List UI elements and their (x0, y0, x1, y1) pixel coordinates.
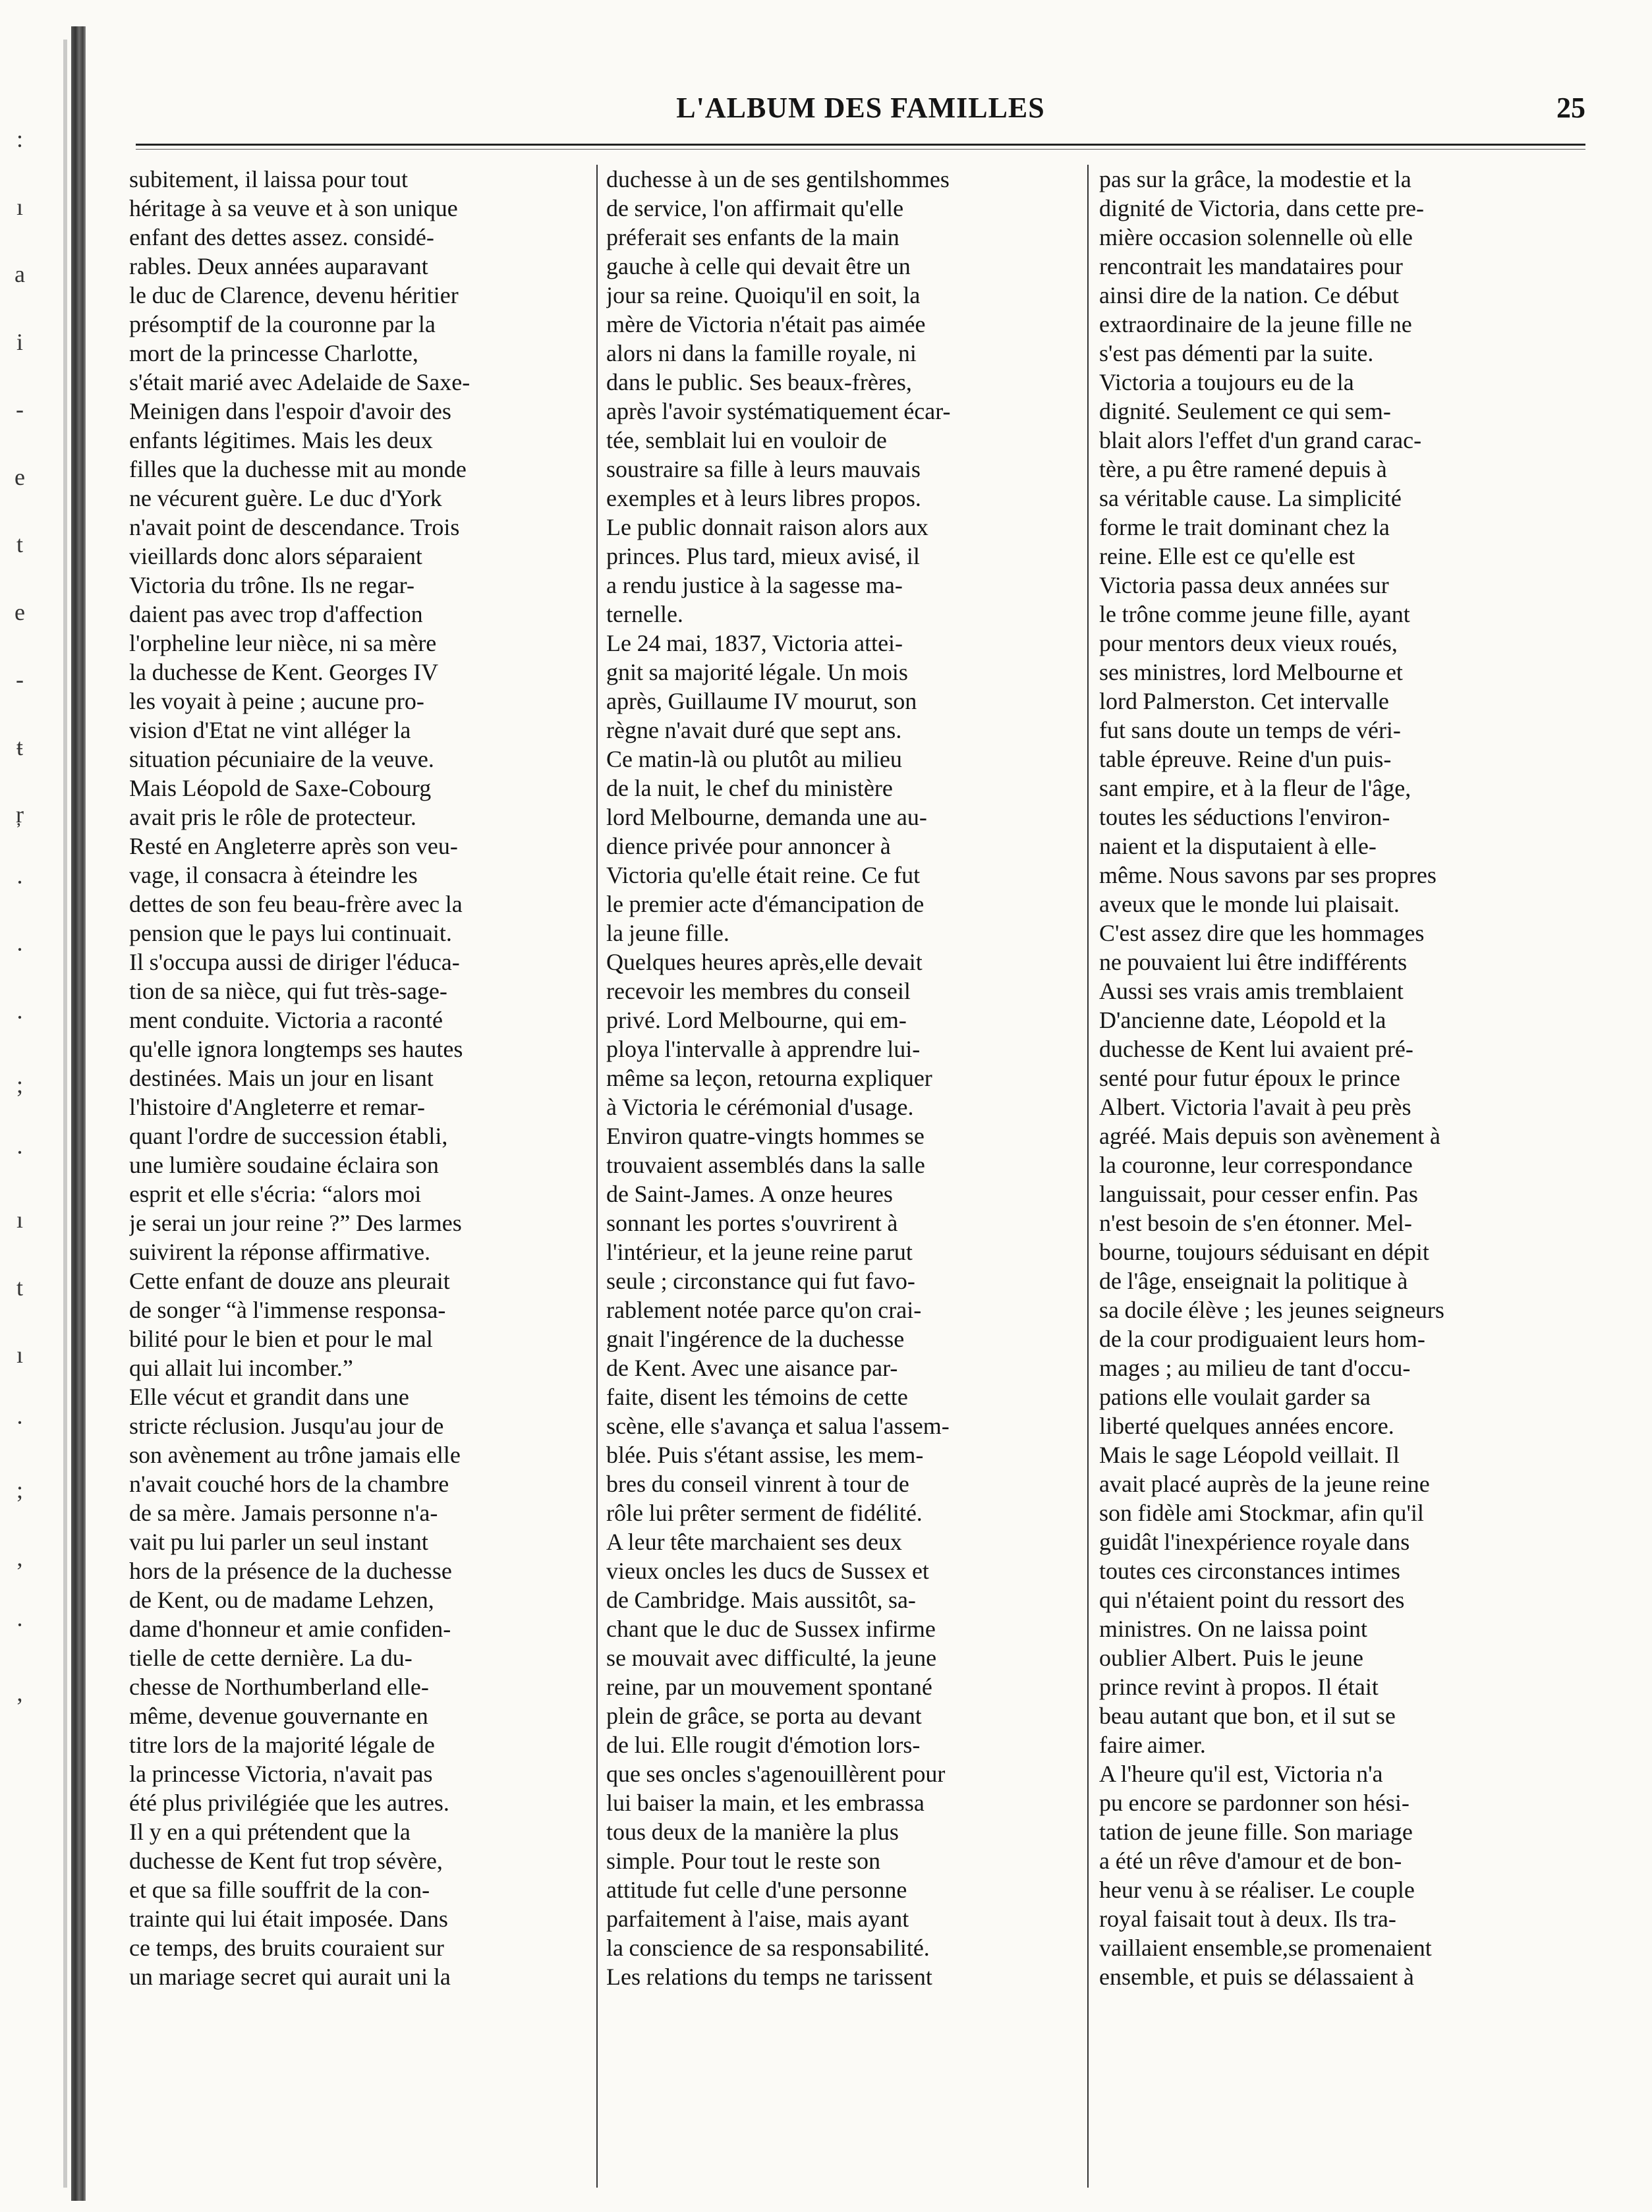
text-line: le duc de Clarence, devenu héritier (129, 282, 459, 308)
text-line: dame d'honneur et amie confiden- (129, 1616, 451, 1642)
text-line: Resté en Angleterre après son veu- (129, 833, 458, 859)
text-line: chant que le duc de Sussex infirme (606, 1616, 936, 1642)
text-line: scène, elle s'avança et salua l'assem- (606, 1413, 950, 1439)
gutter-mark: · (16, 1409, 24, 1436)
text-line: n'est besoin de s'en étonner. Mel- (1099, 1210, 1412, 1236)
text-line: Victoria passa deux années sur (1099, 572, 1389, 598)
text-line: vait pu lui parler un seul instant (129, 1529, 428, 1555)
text-line: règne n'avait duré que sept ans. (606, 717, 902, 743)
text-line: gnait l'ingérence de la duchesse (606, 1326, 905, 1352)
text-line: pension que le pays lui continuait. (129, 920, 452, 946)
text-line: son fidèle ami Stockmar, afin qu'il (1099, 1500, 1424, 1526)
text-line: l'intérieur, et la jeune reine parut (606, 1239, 913, 1265)
text-line: beau autant que bon, et il sut se (1099, 1703, 1396, 1729)
gutter-mark: ; (16, 1071, 23, 1098)
gutter-mark: , (16, 1544, 23, 1571)
text-line: stricte réclusion. Jusqu'au jour de (129, 1413, 444, 1439)
text-line: aveux que le monde lui plaisait. (1099, 891, 1400, 917)
gutter-mark: · (16, 1612, 24, 1639)
text-line: suivirent la réponse affirmative. (129, 1239, 431, 1265)
gutter-mark: e (14, 463, 25, 490)
text-line: une lumière soudaine éclaira son (129, 1152, 439, 1178)
text-line: situation pécuniaire de la veuve. (129, 746, 434, 772)
text-line: de lui. Elle rougit d'émotion lors- (606, 1732, 921, 1758)
text-line: vaillaient ensemble,se promenaient (1099, 1935, 1432, 1961)
text-line: faire aimer. (1099, 1732, 1206, 1758)
text-line: Ce matin-là ou plutôt au milieu (606, 746, 902, 772)
text-line: de sa mère. Jamais personne n'a- (129, 1500, 438, 1526)
gutter-mark: ŧ (16, 733, 23, 760)
text-line: Victoria a toujours eu de la (1099, 369, 1354, 395)
text-line: senté pour futur époux le prince (1099, 1065, 1400, 1091)
text-column-2 (606, 165, 1064, 2194)
text-line: préferait ses enfants de la main (606, 224, 899, 250)
text-line: Aussi ses vrais amis tremblaient (1099, 978, 1404, 1004)
text-line: blée. Puis s'étant assise, les mem- (606, 1442, 924, 1468)
text-line: A leur tête marchaient ses deux (606, 1529, 902, 1555)
running-title: L'ALBUM DES FAMILLES (676, 92, 1045, 124)
text-line: toutes ces circonstances intimes (1099, 1558, 1400, 1584)
gutter-mark: ; (16, 1477, 23, 1504)
text-line: vision d'Etat ne vint alléger la (129, 717, 411, 743)
text-line: de Cambridge. Mais aussitôt, sa- (606, 1587, 916, 1613)
text-line: languissait, pour cesser enfin. Pas (1099, 1181, 1418, 1207)
text-line: rablement notée parce qu'on crai- (606, 1297, 922, 1323)
text-line: lord Palmerston. Cet intervalle (1099, 688, 1389, 714)
text-line: daient pas avec trop d'affection (129, 601, 423, 627)
gutter-mark: t (16, 531, 23, 558)
text-line: simple. Pour tout le reste son (606, 1848, 880, 1874)
page-number: 25 (1556, 92, 1585, 124)
text-line: se mouvait avec difficulté, la jeune (606, 1645, 937, 1671)
text-line: de la nuit, le chef du ministère (606, 775, 893, 801)
text-line: naient et la disputaient à elle- (1099, 833, 1377, 859)
text-line: liberté quelques années encore. (1099, 1413, 1394, 1439)
text-line: recevoir les membres du conseil (606, 978, 911, 1004)
text-line: dience privée pour annoncer à (606, 833, 891, 859)
text-line: mages ; au milieu de tant d'occu- (1099, 1355, 1411, 1381)
text-line: vieillards donc alors séparaient (129, 543, 422, 569)
text-line: à Victoria le cérémonial d'usage. (606, 1094, 914, 1120)
binding-edge (71, 26, 86, 2201)
text-line: gauche à celle qui devait être un (606, 253, 911, 279)
text-line: de Kent, ou de madame Lehzen, (129, 1587, 434, 1613)
text-line: ment conduite. Victoria a raconté (129, 1007, 443, 1033)
text-line: présomptif de la couronne par la (129, 311, 436, 337)
text-line: qui allait lui incomber.” (129, 1355, 353, 1381)
text-line: même. Nous savons par ses propres (1099, 862, 1437, 888)
text-line: ses ministres, lord Melbourne et (1099, 659, 1403, 685)
text-line: pu encore se pardonner son hési- (1099, 1790, 1410, 1816)
gutter-mark: ı (16, 1206, 23, 1234)
gutter-mark: t (16, 1274, 23, 1301)
text-line: même sa leçon, retourna expliquer (606, 1065, 932, 1091)
text-line: tion de sa nièce, qui fut très-sage- (129, 978, 447, 1004)
text-line: lord Melbourne, demanda une au- (606, 804, 927, 830)
text-line: les voyait à peine ; aucune pro- (129, 688, 424, 714)
text-line: extraordinaire de la jeune fille ne (1099, 311, 1412, 337)
text-line: Le public donnait raison alors aux (606, 514, 928, 540)
text-line: Mais Léopold de Saxe-Cobourg (129, 775, 432, 801)
gutter-mark: , (16, 1679, 23, 1706)
text-line: héritage à sa veuve et à son unique (129, 195, 458, 221)
page-header (136, 91, 1585, 137)
text-line: mort de la princesse Charlotte, (129, 340, 418, 366)
text-line: la duchesse de Kent. Georges IV (129, 659, 439, 685)
gutter-bleed-marks (0, 125, 40, 1707)
text-line: tée, semblait lui en vouloir de (606, 427, 887, 453)
text-line: dignité. Seulement ce qui sem- (1099, 398, 1391, 424)
text-line: pations elle voulait garder sa (1099, 1384, 1371, 1410)
text-line: Cette enfant de douze ans pleurait (129, 1268, 450, 1294)
text-line: un mariage secret qui aurait uni la (129, 1964, 451, 1990)
text-line: de la cour prodiguaient leurs hom- (1099, 1326, 1425, 1352)
gutter-mark: a (14, 261, 25, 288)
text-line: reine, par un mouvement spontané (606, 1674, 932, 1700)
gutter-mark: : (16, 126, 23, 152)
text-line: chesse de Northumberland elle- (129, 1674, 429, 1700)
page-binding-gutter (0, 0, 99, 2212)
text-line: faite, disent les témoins de cette (606, 1384, 908, 1410)
text-line: pour mentors deux vieux roués, (1099, 630, 1398, 656)
text-line: soustraire sa fille à leurs mauvais (606, 456, 921, 482)
text-line: vieux oncles les ducs de Sussex et (606, 1558, 929, 1584)
text-line: s'est pas démenti par la suite. (1099, 340, 1374, 366)
text-line: dignité de Victoria, dans cette pre- (1099, 195, 1424, 221)
gutter-mark: ŗ (16, 801, 24, 828)
gutter-mark: i (16, 328, 23, 355)
text-line: heur venu à se réaliser. Le couple (1099, 1877, 1415, 1903)
text-line: alors ni dans la famille royale, ni (606, 340, 917, 366)
text-line: rôle lui prêter serment de fidélité. (606, 1500, 923, 1526)
text-line: ce temps, des bruits couraient sur (129, 1935, 444, 1961)
gutter-mark: e (14, 598, 25, 625)
text-line: de service, l'on affirmait qu'elle (606, 195, 904, 221)
text-line: tation de jeune fille. Son mariage (1099, 1819, 1413, 1845)
gutter-mark: ı (16, 1342, 23, 1369)
text-line: ne pouvaient lui être indifférents (1099, 949, 1408, 975)
text-line: enfant des dettes assez. considé- (129, 224, 434, 250)
text-line: ministres. On ne laissa point (1099, 1616, 1367, 1642)
text-line: ne vécurent guère. Le duc d'York (129, 485, 442, 511)
text-line: vage, il consacra à éteindre les (129, 862, 418, 888)
text-line: la couronne, leur correspondance (1099, 1152, 1413, 1178)
text-line: jour sa reine. Quoiqu'il en soit, la (606, 282, 921, 308)
text-line: mère de Victoria n'était pas aimée (606, 311, 926, 337)
text-line: quant l'ordre de succession établi, (129, 1123, 448, 1149)
text-line: Les relations du temps ne tarissent (606, 1964, 932, 1990)
text-line: la princesse Victoria, n'avait pas (129, 1761, 433, 1787)
gutter-mark: · (16, 1004, 24, 1031)
text-line: après l'avoir systématiquement écar- (606, 398, 951, 424)
text-line: Le 24 mai, 1837, Victoria attei- (606, 630, 903, 656)
text-line: gnit sa majorité légale. Un mois (606, 659, 908, 685)
text-line: Il y en a qui prétendent que la (129, 1819, 411, 1845)
text-line: rencontrait les mandataires pour (1099, 253, 1403, 279)
text-line: n'avait point de descendance. Trois (129, 514, 460, 540)
text-line: hors de la présence de la duchesse (129, 1558, 452, 1584)
gutter-mark: · (16, 1139, 24, 1166)
text-line: lui baiser la main, et les embrassa (606, 1790, 925, 1816)
text-line: oublier Albert. Puis le jeune (1099, 1645, 1363, 1671)
text-line: attitude fut celle d'une personne (606, 1877, 907, 1903)
gutter-mark: · (16, 868, 24, 895)
text-line: Quelques heures après,elle devait (606, 949, 923, 975)
text-line: Albert. Victoria l'avait à peu près (1099, 1094, 1411, 1120)
text-line: subitement, il laissa pour tout (129, 166, 408, 192)
text-line: dans le public. Ses beaux-frères, (606, 369, 912, 395)
text-line: privé. Lord Melbourne, qui em- (606, 1007, 907, 1033)
column-divider-1 (596, 165, 598, 2188)
text-line: l'orpheline leur nièce, ni sa mère (129, 630, 437, 656)
text-line: tous deux de la manière la plus (606, 1819, 899, 1845)
text-line: duchesse de Kent lui avaient pré- (1099, 1036, 1413, 1062)
text-line: esprit et elle s'écria: “alors moi (129, 1181, 422, 1207)
text-line: reine. Elle est ce qu'elle est (1099, 543, 1355, 569)
text-line: s'était marié avec Adelaide de Saxe- (129, 369, 470, 395)
text-line: après, Guillaume IV mourut, son (606, 688, 917, 714)
text-line: tère, a pu être ramené depuis à (1099, 456, 1387, 482)
text-line: Meinigen dans l'espoir d'avoir des (129, 398, 451, 424)
text-line: titre lors de la majorité légale de (129, 1732, 435, 1758)
text-line: ensemble, et puis se délassaient à (1099, 1964, 1414, 1990)
text-line: le premier acte d'émancipation de (606, 891, 925, 917)
text-line: qu'elle ignora longtemps ses hautes (129, 1036, 463, 1062)
text-line: sa véritable cause. La simplicité (1099, 485, 1402, 511)
text-line: duchesse à un de ses gentilshommes (606, 166, 950, 192)
text-line: Victoria du trône. Ils ne regar- (129, 572, 414, 598)
text-line: seule ; circonstance qui fut favo- (606, 1268, 915, 1294)
text-line: l'histoire d'Angleterre et remar- (129, 1094, 426, 1120)
text-line: dettes de son feu beau-frère avec la (129, 891, 463, 917)
text-column-3 (1099, 165, 1556, 2194)
text-line: même, devenue gouvernante en (129, 1703, 428, 1729)
text-line: de l'âge, enseignait la politique à (1099, 1268, 1408, 1294)
text-line: la jeune fille. (606, 920, 729, 946)
text-line: blait alors l'effet d'un grand carac- (1099, 427, 1422, 453)
text-line: enfants légitimes. Mais les deux (129, 427, 433, 453)
text-line: toutes les séductions l'environ- (1099, 804, 1390, 830)
text-line: que ses oncles s'agenouillèrent pour (606, 1761, 946, 1787)
column-divider-2 (1087, 165, 1089, 2188)
text-line: agréé. Mais depuis son avènement à (1099, 1123, 1440, 1149)
text-line: C'est assez dire que les hommages (1099, 920, 1425, 946)
text-line: qui n'étaient point du ressort des (1099, 1587, 1405, 1613)
text-line: rables. Deux années auparavant (129, 253, 428, 279)
text-line: je serai un jour reine ?” Des larmes (129, 1210, 462, 1236)
text-line: duchesse de Kent fut trop sévère, (129, 1848, 443, 1874)
text-line: destinées. Mais un jour en lisant (129, 1065, 434, 1091)
text-line: a rendu justice à la sagesse ma- (606, 572, 903, 598)
text-line: bourne, toujours séduisant en dépit (1099, 1239, 1429, 1265)
text-line: le trône comme jeune fille, ayant (1099, 601, 1410, 627)
text-line: filles que la duchesse mit au monde (129, 456, 467, 482)
text-line: a été un rêve d'amour et de bon- (1099, 1848, 1402, 1874)
text-line: ainsi dire de la nation. Ce début (1099, 282, 1399, 308)
text-line: la conscience de sa responsabilité. (606, 1935, 930, 1961)
text-line: sant empire, et à la fleur de l'âge, (1099, 775, 1411, 801)
text-line: Victoria qu'elle était reine. Ce fut (606, 862, 921, 888)
text-line: de songer “à l'immense responsa- (129, 1297, 446, 1323)
text-line: trouvaient assemblés dans la salle (606, 1152, 925, 1178)
text-line: ternelle. (606, 601, 683, 627)
text-line: n'avait couché hors de la chambre (129, 1471, 449, 1497)
text-line: de Kent. Avec une aisance par- (606, 1355, 898, 1381)
text-line: Il s'occupa aussi de diriger l'éduca- (129, 949, 460, 975)
text-line: et que sa fille souffrit de la con- (129, 1877, 430, 1903)
text-line: fut sans doute un temps de véri- (1099, 717, 1401, 743)
text-line: parfaitement à l'aise, mais ayant (606, 1906, 909, 1932)
text-line: exemples et à leurs libres propos. (606, 485, 921, 511)
text-line: D'ancienne date, Léopold et la (1099, 1007, 1386, 1033)
text-line: trainte qui lui était imposée. Dans (129, 1906, 448, 1932)
text-line: royal faisait tout à deux. Ils tra- (1099, 1906, 1396, 1932)
text-line: ploya l'intervalle à apprendre lui- (606, 1036, 921, 1062)
text-line: pas sur la grâce, la modestie et la (1099, 166, 1411, 192)
gutter-mark: - (16, 666, 24, 693)
gutter-mark: - (16, 396, 24, 423)
header-rule (136, 144, 1585, 146)
text-line: guidât l'inexpérience royale dans (1099, 1529, 1410, 1555)
text-line: table épreuve. Reine d'un puis- (1099, 746, 1392, 772)
text-line: prince revint à propos. Il était (1099, 1674, 1379, 1700)
text-line: sonnant les portes s'ouvrirent à (606, 1210, 898, 1236)
text-line: de Saint-James. A onze heures (606, 1181, 893, 1207)
text-line: forme le trait dominant chez la (1099, 514, 1390, 540)
text-column-1 (129, 165, 586, 2194)
text-line: son avènement au trône jamais elle (129, 1442, 461, 1468)
binding-shadow (63, 40, 67, 2188)
text-line: bilité pour le bien et pour le mal (129, 1326, 433, 1352)
text-line: bres du conseil vinrent à tour de (606, 1471, 909, 1497)
header-rule-thin (136, 149, 1585, 150)
text-line: princes. Plus tard, mieux avisé, il (606, 543, 920, 569)
text-line: mière occasion solennelle où elle (1099, 224, 1413, 250)
text-line: tielle de cette dernière. La du- (129, 1645, 413, 1671)
text-line: avait placé auprès de la jeune reine (1099, 1471, 1430, 1497)
gutter-mark: · (16, 936, 24, 963)
gutter-mark: ı (16, 193, 23, 220)
text-line: Environ quatre-vingts hommes se (606, 1123, 925, 1149)
text-line: avait pris le rôle de protecteur. (129, 804, 416, 830)
text-line: A l'heure qu'il est, Victoria n'a (1099, 1761, 1383, 1787)
text-line: été plus privilégiée que les autres. (129, 1790, 449, 1816)
text-line: Mais le sage Léopold veillait. Il (1099, 1442, 1400, 1468)
text-line: Elle vécut et grandit dans une (129, 1384, 409, 1410)
text-line: plein de grâce, se porta au devant (606, 1703, 922, 1729)
text-line: sa docile élève ; les jeunes seigneurs (1099, 1297, 1444, 1323)
